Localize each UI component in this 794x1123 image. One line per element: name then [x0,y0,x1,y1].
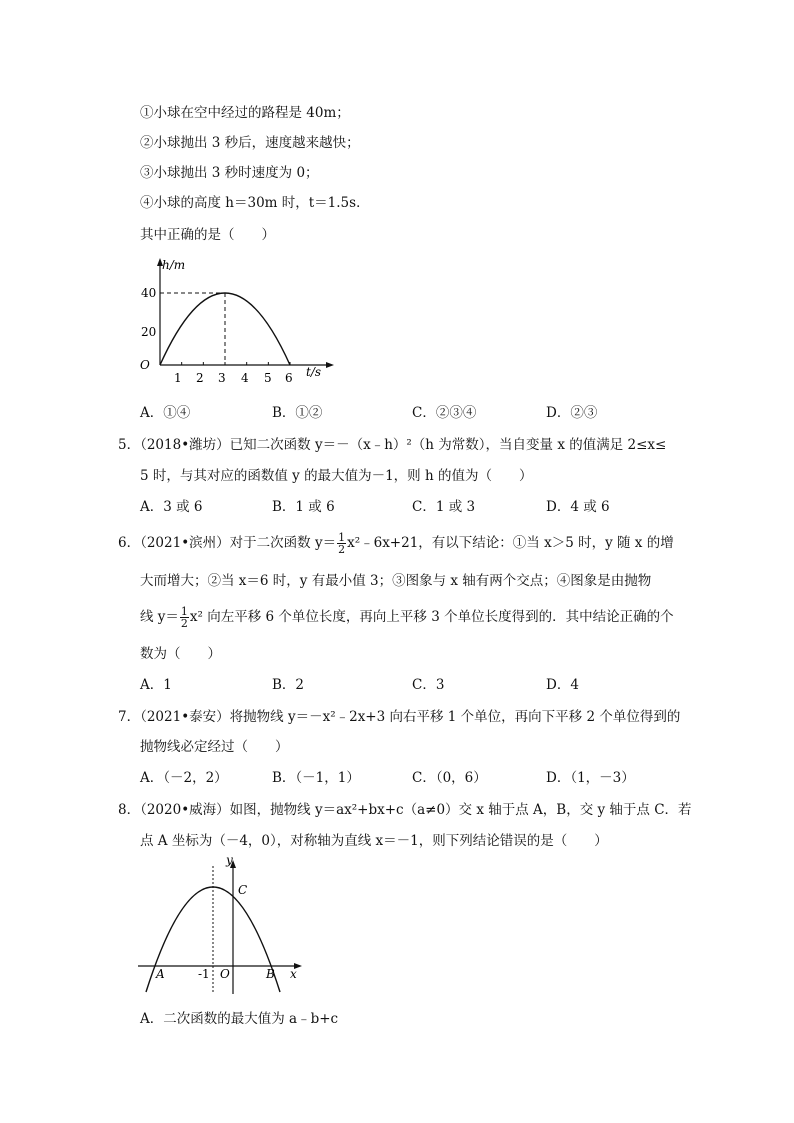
graph2-label-a: A [156,967,165,981]
q8-option-a: A．二次函数的最大值为 a﹣b+c [140,1011,339,1027]
graph1-x-tick-3: 3 [218,371,226,385]
graph1-y-axis-label: h/m [162,258,186,272]
q4-option-b: B．①② [272,405,323,421]
q4-statement-1: ①小球在空中经过的路程是 40m； [140,105,350,121]
q4-statement-2: ②小球抛出 3 秒后，速度越来越快； [140,135,360,151]
graph1-origin-label: O [140,358,150,372]
q7-option-c: C．（0，6） [412,770,487,786]
q7-line-2: 抛物线必定经过（ ） [140,739,289,755]
q4-option-d: D．②③ [546,405,598,421]
q5-option-d: D．4 或 6 [546,499,610,515]
q7-option-b: B．（－1，1） [272,770,360,786]
q8-line-2: 点 A 坐标为（－4，0），对称轴为直线 x＝－1，则下列结论错误的是（ ） [140,833,608,849]
graph1-x-tick-4: 4 [241,371,249,385]
graph1-y-tick-20: 20 [141,325,157,339]
graph2-label-neg1: -1 [198,967,210,981]
graph1-x-tick-1: 1 [174,371,182,385]
q5-line-1: 5．（2018•潍坊）已知二次函数 y＝－（x﹣h）²（h 为常数），当自变量 x 的值满足 2≤x≤ [118,437,667,453]
graph-parabola-abc [132,852,312,1000]
q5-option-a: A．3 或 6 [140,499,203,515]
q6-frac-den-1: 2 [338,543,346,556]
q7-option-a: A．（－2，2） [140,770,228,786]
q8-line-1: 8．（2020•威海）如图，抛物线 y＝ax²+bx+c（a≠0）交 x 轴于点 A，B，交 y 轴于点 C．若 [118,802,692,818]
q6-option-c: C．3 [412,677,445,693]
q6-line-3-end: x² 向左平移 6 个单位长度，再向上平移 3 个单位长度得到的．其中结论正确的个 [189,609,674,625]
q6-line-3 [140,606,674,629]
q4-statement-3: ③小球抛出 3 秒时速度为 0； [140,165,319,181]
graph1-x-tick-5: 5 [264,371,272,385]
q6-line-1-end: x²﹣6x+21，有以下结论：①当 x＞5 时，y 随 x 的增 [347,535,674,551]
graph1-y-tick-40: 40 [141,286,157,300]
graph-height-time [130,250,340,390]
q5-line-2: 5 时，与其对应的函数值 y 的最大值为－1，则 h 的值为（ ） [140,468,533,484]
q6-option-d: D．4 [546,677,579,693]
q6-fraction-1 [337,532,346,555]
q6-option-b: B．2 [272,677,305,693]
q7-option-d: D．（1，－3） [546,770,635,786]
q6-frac-num-1: 1 [338,531,346,544]
q6-line-3-start: 线 y＝ [140,609,179,625]
q5-option-c: C．1 或 3 [412,499,476,515]
graph1-x-tick-6: 6 [285,371,293,385]
q4-prompt: 其中正确的是（ ） [140,227,275,243]
q6-option-a: A．1 [140,677,172,693]
q6-line-2: 大而增大；②当 x＝6 时，y 有最小值 3；③图象与 x 轴有两个交点；④图象是由抛物 [140,573,652,589]
q6-frac-num-2: 1 [180,605,188,618]
q6-line-1 [118,532,674,555]
graph1-x-tick-2: 2 [196,371,204,385]
q5-option-b: B．1 或 6 [272,499,335,515]
graph2-y-label: y [226,853,233,867]
q6-line-1-start: 6．（2021•滨州）对于二次函数 y＝ [118,535,337,551]
q6-fraction-2 [180,606,189,629]
q6-frac-den-2: 2 [180,617,188,630]
q7-line-1: 7．（2021•泰安）将抛物线 y＝－x²﹣2x+3 向右平移 1 个单位，再向下平移 2 个单位得到的 [118,709,681,725]
graph1-x-axis-label: t/s [306,365,322,379]
graph2-x-label: x [290,967,297,981]
q4-statement-4: ④小球的高度 h＝30m 时，t＝1.5s． [140,195,370,211]
graph2-label-b: B [266,967,275,981]
graph2-label-o: O [220,967,230,981]
q4-option-a: A．①④ [140,405,191,421]
q4-option-c: C．②③④ [412,405,477,421]
q6-line-4: 数为（ ） [140,646,221,662]
graph2-label-c: C [238,883,248,897]
